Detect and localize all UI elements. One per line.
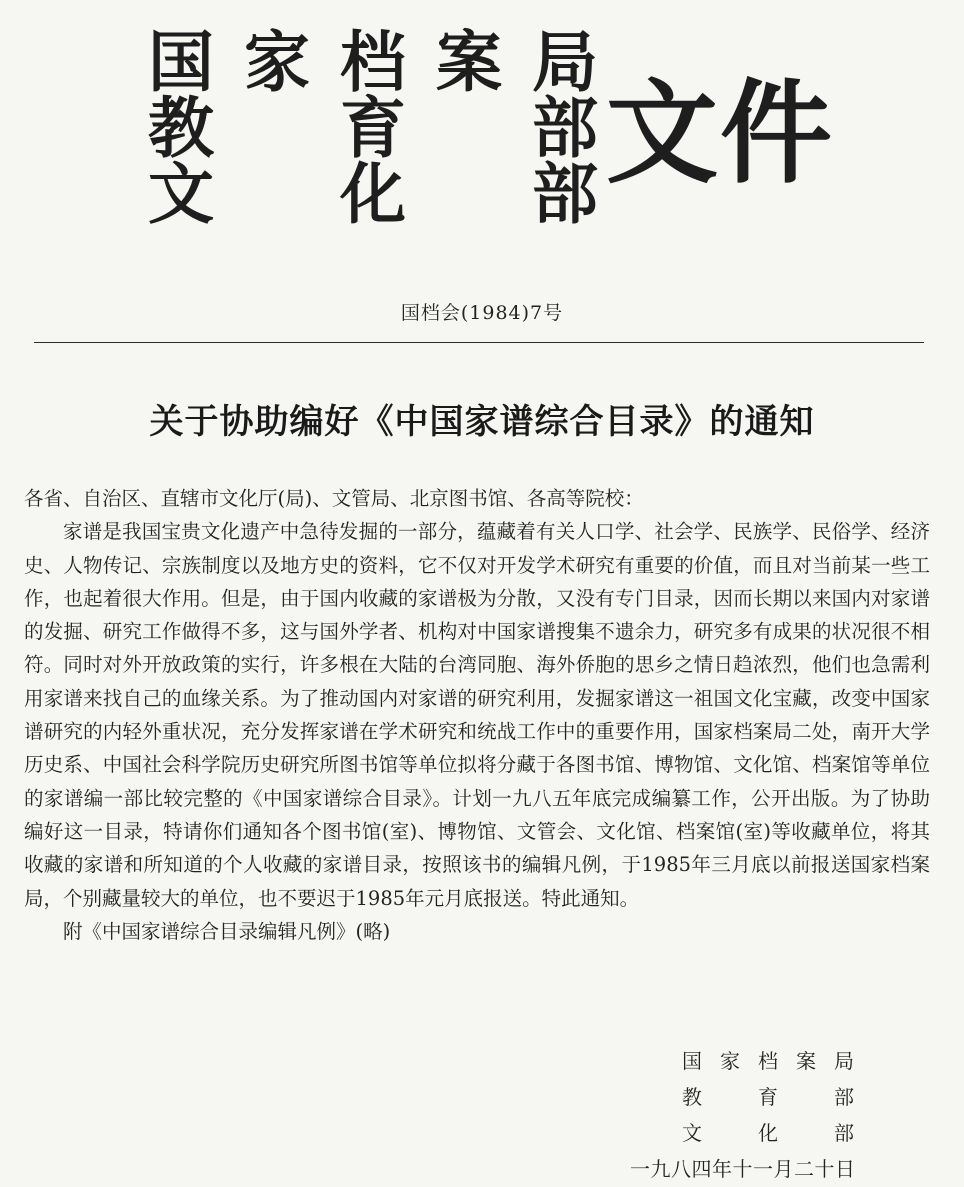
issuer-culture-ministry [148, 156, 598, 233]
issuer-education-ministry [148, 90, 598, 167]
issuer-char: 部 [532, 90, 598, 167]
issuer-char: 局 [532, 24, 598, 101]
header-divider [34, 342, 924, 343]
signature-char: 部 [834, 1121, 854, 1145]
signature-char: 育 [758, 1085, 778, 1109]
issuer-archives-bureau [148, 24, 598, 101]
issuer-char: 家 [244, 24, 310, 101]
issuer-char: 教 [148, 90, 214, 167]
issuer-char: 文 [148, 156, 214, 233]
issuer-block [148, 24, 598, 233]
issuer-char: 国 [148, 24, 214, 101]
signature-char: 文 [682, 1121, 702, 1145]
signature-date: 一九八四年十一月二十日 [630, 1157, 856, 1181]
recipients-line: 各省、自治区、直辖市文化厅(局)、文管局、北京图书馆、各高等院校： [24, 487, 644, 510]
signature-char: 档 [758, 1049, 778, 1073]
signature-culture-ministry [682, 1115, 854, 1151]
issuer-char: 案 [436, 24, 502, 101]
signature-education-ministry [682, 1079, 854, 1115]
notice-title: 关于协助编好《中国家谱综合目录》的通知 [149, 402, 815, 442]
signature-char: 案 [796, 1049, 816, 1073]
document-number: 国档会(1984)7号 [400, 302, 564, 324]
signature-block [630, 1043, 910, 1187]
signature-archives-bureau [682, 1043, 854, 1079]
issuer-char: 育 [340, 90, 406, 167]
body-paragraph: 家谱是我国宝贵文化遗产中急待发掘的一部分，蕴藏着有关人口学、社会学、民族学、民俗学、经济史、人物传记、宗族制度以及地方史的资料，它不仅对开发学术研究有重要的价值，而且对当前某一些工作，也起着很大作用。但是，由于国内收藏的家谱极为分散，又没有专门目录，因而长期以来国内对家谱的发掘、研究工作做得不多，这与国外学者、机构对中国家谱搜集不遗余力，研究多有成果的状况很不相符。同时对外开放政策的实行，许多根在大陆的台湾同胞、海外侨胞的思乡之情日趋浓烈，他们也急需利用家谱来找自己的血缘关系。为了推动国内对家谱的研究利用，发掘家谱这一祖国文化宝藏，改变中国家谱研究的内轻外重状况，充分发挥家谱在学术研究和统战工作中的重要作用，国家档案局二处，南开大学历史系、中国社会科学院历史研究所图书馆等单位拟将分藏于各图书馆、博物馆、文化馆、档案馆等单位的家谱编一部比较完整的《中国家谱综合目录》。计划一九八五年底完成编纂工作，公开出版。为了协助编好这一目录，特请你们通知各个图书馆(室)、博物馆、文管会、文化馆、档案馆(室)等收藏单位，将其收藏的家谱和所知道的个人收藏的家谱目录，按照该书的编辑凡例，于1985年三月底以前报送国家档案局，个别藏量较大的单位，也不要迟于1985年元月底报送。特此通知。 [24, 520, 930, 910]
signature-char: 部 [834, 1085, 854, 1109]
issuer-char: 化 [340, 156, 406, 233]
document-word: 文件 [606, 68, 834, 199]
issuer-char: 档 [340, 24, 406, 101]
signature-char: 局 [834, 1049, 854, 1073]
signature-char: 家 [720, 1049, 740, 1073]
signature-char: 国 [682, 1049, 702, 1073]
attachment-line: 附《中国家谱综合目录编辑凡例》(略) [63, 919, 391, 943]
issuer-char: 部 [532, 156, 598, 233]
notice-body [24, 482, 930, 948]
signature-char: 化 [758, 1121, 778, 1145]
signature-char: 教 [682, 1085, 702, 1109]
